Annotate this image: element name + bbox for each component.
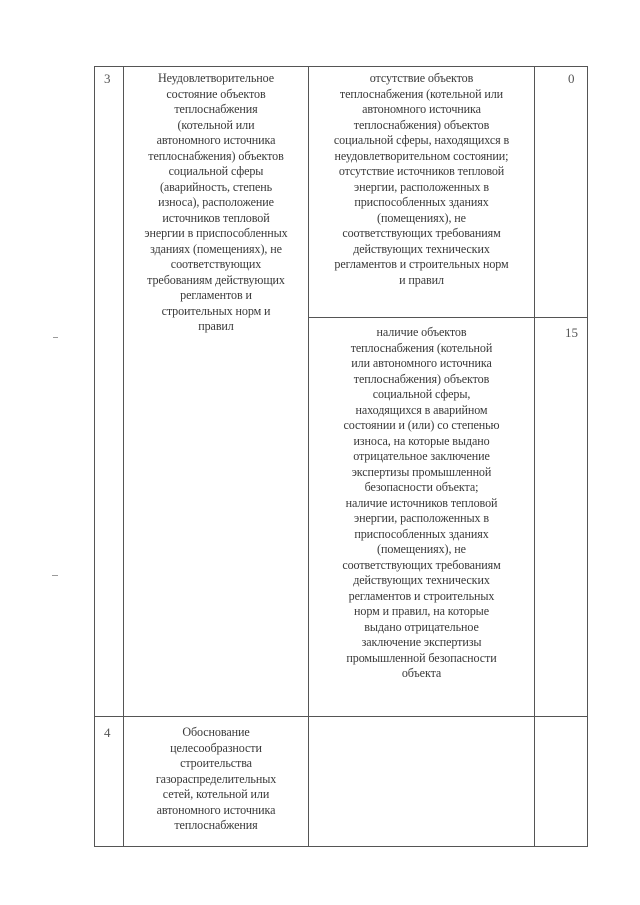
option-line: регламентов и строительных норм (334, 257, 509, 271)
option-line: заключение экспертизы (361, 635, 482, 649)
criterion-line: Неудовлетворительное (158, 71, 274, 85)
criterion-line: целесообразности (170, 740, 262, 755)
col-border-left (94, 66, 95, 847)
option-line: социальной сферы, находящихся в (333, 133, 510, 147)
criterion-line: Обоснование (182, 725, 250, 739)
criterion-line: теплоснабжения (174, 102, 258, 116)
option-line: отсутствие объектов (369, 71, 474, 85)
option-line: отрицательное заключение (353, 449, 490, 463)
criterion-line: теплоснабжения (174, 818, 258, 832)
criterion-line: строительных норм и (161, 303, 271, 318)
criterion-line: правил (198, 319, 234, 333)
criterion-line: сетей, котельной или (162, 787, 270, 801)
option-line: действующих технических (353, 241, 490, 256)
col-border-3 (534, 66, 535, 847)
criterion-line: газораспределительных (155, 771, 277, 786)
col-border-right (587, 66, 588, 847)
criterion-line: (котельной или (177, 117, 255, 132)
criterion-line: строительства (180, 756, 252, 770)
option-line: и правил (399, 272, 444, 287)
option-line: соответствующих требованиям (342, 226, 501, 240)
criterion-line: соответствующих (170, 257, 262, 271)
option-line: приспособленных зданиях (354, 195, 489, 209)
scan-mark-top (53, 337, 58, 338)
row-3-option-2 (309, 325, 534, 682)
option-line: (помещениях), не (377, 542, 466, 556)
option-divider-line (308, 317, 588, 318)
criterion-line: износа), расположение (158, 195, 274, 209)
option-line: приспособленных зданиях (354, 526, 489, 541)
option-line: экспертизы промышленной (351, 464, 492, 479)
criterion-line: социальной сферы (168, 164, 264, 178)
table-bottom-border (94, 846, 588, 847)
criterion-line: теплоснабжения) объектов (148, 148, 284, 163)
option-line: норм и правил, на которые (354, 604, 489, 618)
row-3-option-2-score: 15 (565, 325, 578, 340)
option-line: износа, на которые выдано (353, 433, 490, 448)
table-top-border (94, 66, 588, 67)
criterion-line: зданиях (помещениях), не (150, 241, 282, 256)
option-line: теплоснабжения (котельной (350, 340, 493, 355)
option-line: объекта (401, 666, 442, 680)
option-line: энергии, расположенных в (354, 511, 489, 525)
option-line: теплоснабжения (котельной или (339, 86, 504, 101)
row-divider-line (94, 716, 588, 717)
row-3-number: 3 (104, 71, 111, 86)
criterion-line: автономного источника (156, 133, 276, 147)
criterion-line: состояние объектов (166, 86, 266, 101)
option-line: неудовлетворительном состоянии; (334, 148, 509, 163)
criterion-line: автономного источника (156, 802, 276, 817)
option-line: наличие объектов (376, 325, 467, 339)
option-line: наличие источников тепловой (345, 495, 498, 510)
option-line: промышленной безопасности (346, 650, 497, 665)
row-3-option-1 (309, 71, 534, 288)
option-line: теплоснабжения) объектов (353, 117, 490, 132)
option-line: социальной сферы, (372, 387, 471, 401)
option-line: отсутствие источников тепловой (338, 164, 505, 178)
criterion-line: требованиям действующих (147, 272, 285, 287)
option-line: действующих технических (353, 573, 490, 587)
criterion-line: источников тепловой (162, 210, 270, 225)
row-3-option-1-score: 0 (568, 71, 575, 86)
option-line: соответствующих требованиям (342, 557, 501, 572)
option-line: состоянии и (или) со степенью (343, 418, 500, 432)
option-line: теплоснабжения) объектов (353, 371, 490, 386)
scan-mark-bottom (52, 575, 58, 576)
criterion-line: энергии в приспособленных (144, 226, 288, 240)
option-line: находящихся в аварийном (355, 402, 488, 417)
option-line: автономного источника (362, 102, 481, 116)
option-line: выдано отрицательное (364, 619, 479, 634)
criterion-line: регламентов и (180, 288, 252, 302)
option-line: или автономного источника (351, 356, 492, 370)
option-line: безопасности объекта; (364, 480, 479, 494)
option-line: (помещениях), не (377, 210, 466, 225)
row-4-criterion (124, 725, 308, 834)
criterion-line: (аварийность, степень (159, 179, 273, 194)
row-4-number: 4 (104, 725, 111, 740)
option-line: энергии, расположенных в (354, 179, 489, 194)
row-3-criterion (124, 71, 308, 335)
option-line: регламентов и строительных (348, 588, 495, 603)
